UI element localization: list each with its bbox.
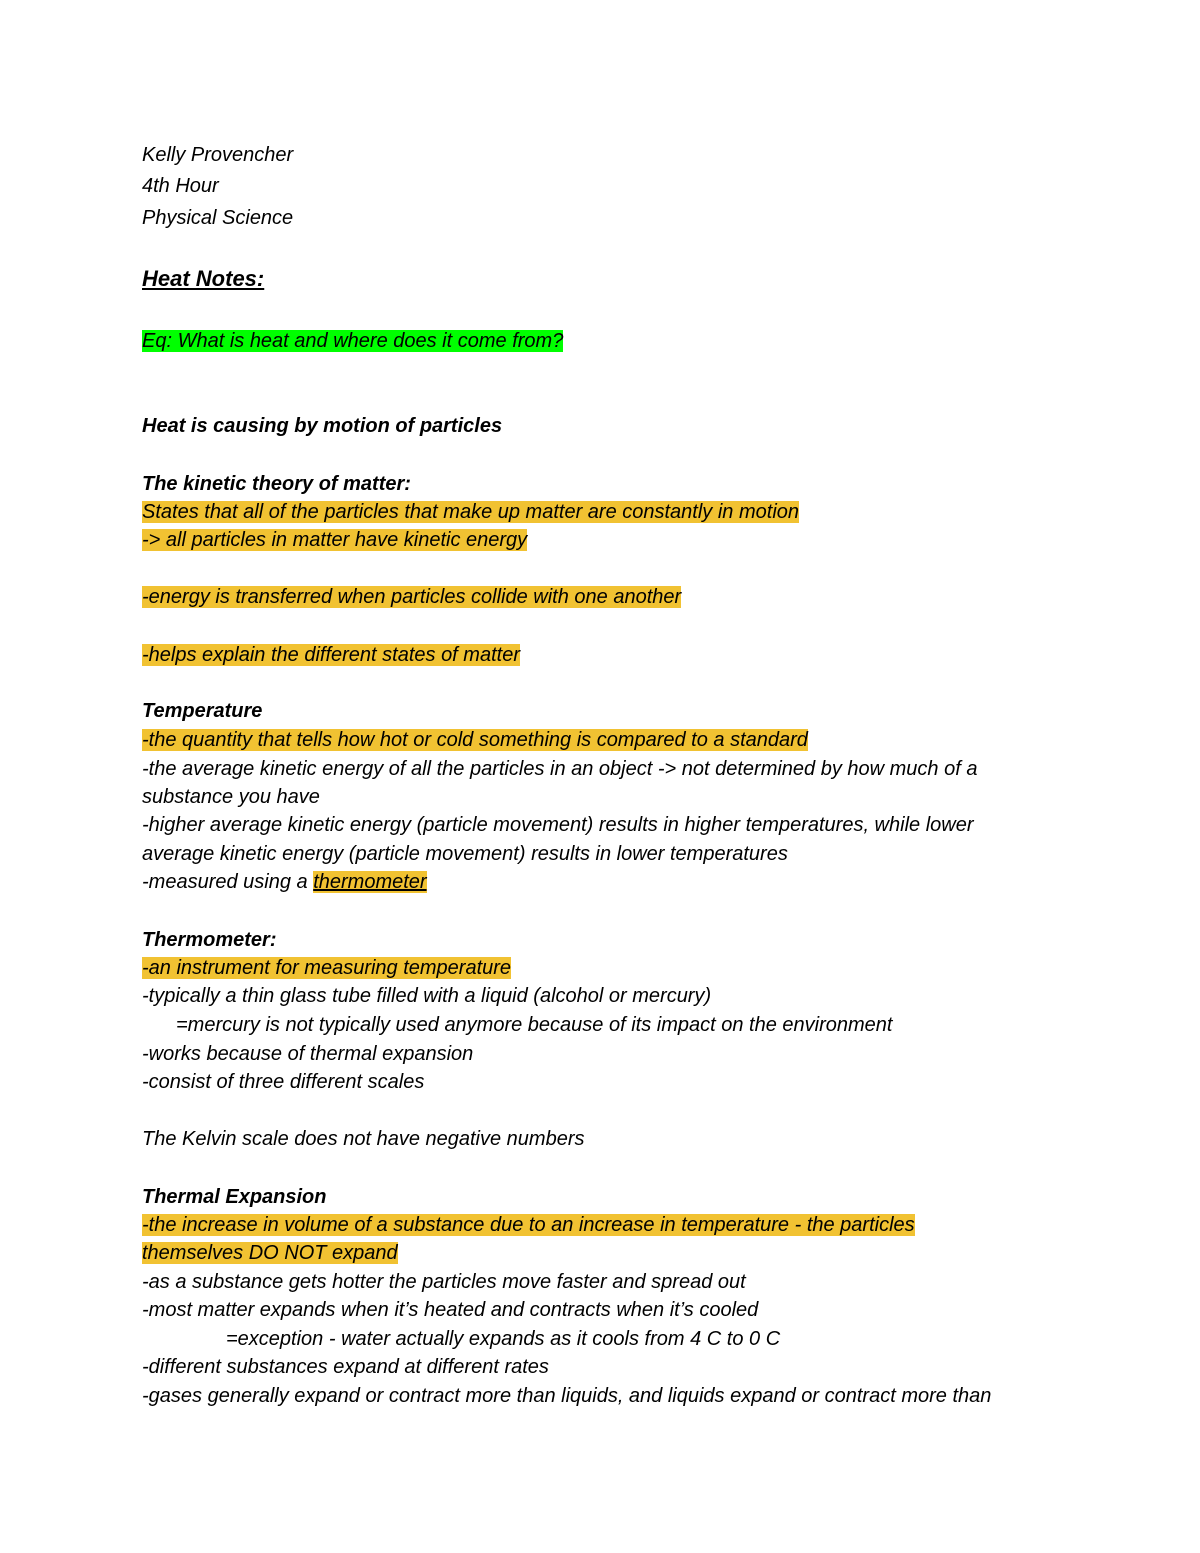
kelvin-note: The Kelvin scale does not have negative numbers <box>142 1128 585 1150</box>
kinetic-theory-line: States that all of the particles that make up matter are constantly in motion <box>142 501 800 523</box>
subject-name: Physical Science <box>142 207 294 229</box>
thermometer-line: -works because of thermal expansion <box>142 1043 474 1065</box>
thermometer-line: -typically a thin glass tube filled with a liquid (alcohol or mercury) <box>142 985 712 1007</box>
kinetic-theory-heading: The kinetic theory of matter: <box>142 473 411 495</box>
student-name: Kelly Provencher <box>142 144 294 166</box>
temperature-line: -the quantity that tells how hot or cold something is compared to a standard <box>142 729 808 751</box>
notes-title: Heat Notes: <box>142 266 265 291</box>
essential-question: Eq: What is heat and where does it come from? <box>142 330 564 352</box>
temperature-line: -the average kinetic energy of all the particles in an object -> not determined by how much of a <box>142 758 978 780</box>
class-hour: 4th Hour <box>142 175 219 197</box>
temperature-line: average kinetic energy (particle movement) results in lower temperatures <box>142 843 788 865</box>
intro-statement: Heat is causing by motion of particles <box>142 415 503 437</box>
temperature-line: -higher average kinetic energy (particle movement) results in higher temperatures, while lower <box>142 814 974 836</box>
thermal-expansion-heading: Thermal Expansion <box>142 1186 327 1208</box>
thermal-expansion-subnote: =exception - water actually expands as it cools from 4 C to 0 C <box>226 1328 781 1350</box>
thermal-expansion-line: -as a substance gets hotter the particles move faster and spread out <box>142 1271 746 1293</box>
thermal-expansion-line: -the increase in volume of a substance due to an increase in temperature - the particles <box>142 1214 915 1236</box>
thermometer-term: thermometer <box>313 871 427 893</box>
temperature-line: -measured using a thermometer <box>142 871 427 893</box>
thermometer-heading: Thermometer: <box>142 929 277 951</box>
thermal-expansion-line: -different substances expand at different rates <box>142 1356 549 1378</box>
kinetic-theory-line: -energy is transferred when particles collide with one another <box>142 586 682 608</box>
thermal-expansion-line: themselves DO NOT expand <box>142 1242 398 1264</box>
temperature-line: substance you have <box>142 786 320 808</box>
thermometer-line: -consist of three different scales <box>142 1071 425 1093</box>
temperature-heading: Temperature <box>142 700 263 722</box>
thermal-expansion-line: -most matter expands when it’s heated and contracts when it’s cooled <box>142 1299 759 1321</box>
kinetic-theory-line: -helps explain the different states of matter <box>142 644 520 666</box>
thermometer-subnote: =mercury is not typically used anymore because of its impact on the environment <box>176 1014 893 1036</box>
thermometer-line: -an instrument for measuring temperature <box>142 957 512 979</box>
thermal-expansion-line: -gases generally expand or contract more than liquids, and liquids expand or contract more than <box>142 1385 992 1407</box>
kinetic-theory-line: -> all particles in matter have kinetic energy <box>142 529 528 551</box>
